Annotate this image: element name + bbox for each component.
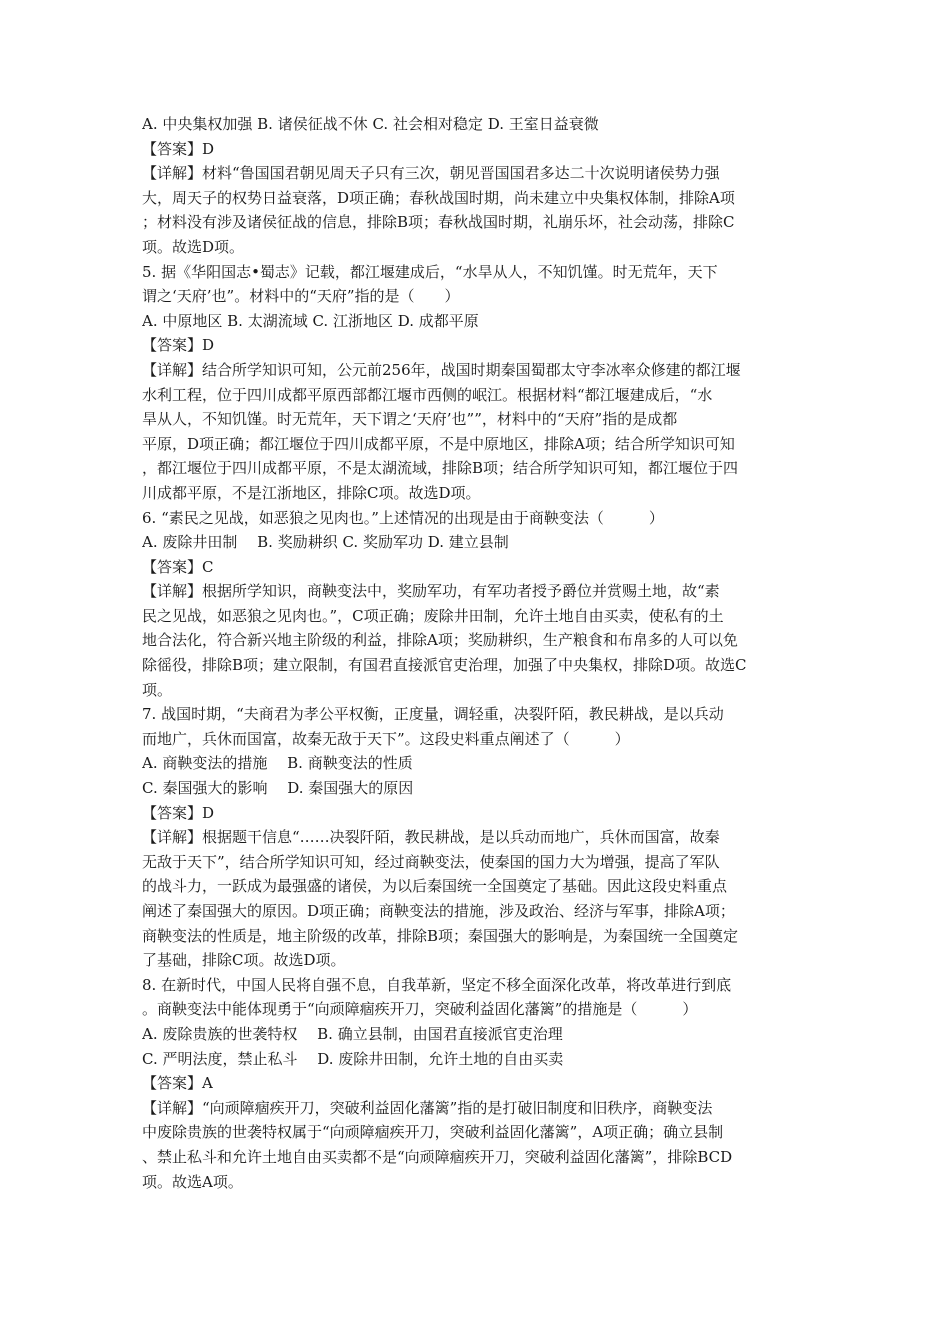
text-line: 民之见战，如恶狼之见肉也。”，C项正确；废除井田制，允许土地自由买卖，使私有的土 <box>142 606 724 625</box>
text-line: ；材料没有涉及诸侯征战的信息，排除B项；春秋战国时期，礼崩乐坏，社会动荡，排除C <box>142 213 735 232</box>
text-line: 7. 战国时期，“夫商君为孝公平权衡，正度量，调轻重，决裂阡陌，教民耕战，是以兵动 <box>142 705 724 724</box>
text-line: 平原，D项正确；都江堰位于四川成都平原，不是中原地区，排除A项；结合所学知识可知 <box>142 434 735 453</box>
text-line: A. 商鞅变法的措施 B. 商鞅变法的性质 <box>142 754 413 773</box>
text-line: 【答案】A <box>142 1074 213 1093</box>
text-line: 地合法化，符合新兴地主阶级的利益，排除A项；奖励耕织，生产粮食和布帛多的人可以免 <box>142 631 738 650</box>
text-line: 阐述了秦国强大的原因。D项正确；商鞅变法的措施，涉及政治、经济与军事，排除A项； <box>142 902 735 920</box>
text-line: 、禁止私斗和允许土地自由买卖都不是“向顽障痼疾开刀，突破利益固化藩篱”，排除BCD <box>142 1147 733 1166</box>
text-line: C. 秦国强大的影响 D. 秦国强大的原因 <box>142 779 414 798</box>
text-line: 【详解】结合所学知识可知，公元前256年，战国时期秦国蜀郡太守李冰率众修建的都江堰 <box>142 360 741 379</box>
text-line: 【详解】“向顽障痼疾开刀，突破利益固化藩篱”指的是打破旧制度和旧秩序，商鞅变法 <box>142 1098 713 1117</box>
text-line: 而地广，兵休而国富，故秦无敌于天下”。这段史料重点阐述了（ ） <box>142 729 630 748</box>
text-line: 了基础，排除C项。故选D项。 <box>142 951 346 970</box>
document-body <box>142 112 810 1194</box>
text-line: 6. “素民之见战，如恶狼之见肉也。”上述情况的出现是由于商鞅变法（ ） <box>142 508 664 527</box>
text-line: 【详解】根据题干信息“……决裂阡陌，教民耕战，是以兵动而地广，兵休而国富，故秦 <box>142 828 720 847</box>
text-line: A. 中央集权加强 B. 诸侯征战不休 C. 社会相对稳定 D. 王室日益衰微 <box>142 115 599 133</box>
text-line: 。商鞅变法中能体现勇于“向顽障痼疾开刀，突破利益固化藩篱”的措施是（ ） <box>142 1000 698 1019</box>
text-line: C. 严明法度，禁止私斗 D. 废除井田制，允许土地的自由买卖 <box>142 1049 564 1068</box>
text-line: 【答案】D <box>142 139 215 158</box>
text-line: 8. 在新时代，中国人民将自强不息，自我革新，坚定不移全面深化改革，将改革进行到底 <box>142 975 732 994</box>
text-line: 谓之‘天府’也”。材料中的“天府”指的是（ ） <box>142 287 460 306</box>
text-line: A. 废除井田制 B. 奖励耕织 C. 奖励军功 D. 建立县制 <box>142 533 509 552</box>
text-line: 川成都平原，不是江浙地区，排除C项。故选D项。 <box>142 483 481 502</box>
text-line: A. 废除贵族的世袭特权 B. 确立县制，由国君直接派官吏治理 <box>142 1024 563 1043</box>
text-line: 旱从人，不知饥馑。时无荒年，天下谓之‘天府’也””，材料中的“天府”指的是成都 <box>142 410 678 429</box>
text-line: 【答案】D <box>142 803 215 822</box>
text-line: 商鞅变法的性质是，地主阶级的改革，排除B项；秦国强大的影响是，为秦国统一全国奠定 <box>142 926 739 945</box>
text-line: 【答案】D <box>142 336 215 355</box>
text-line: A. 中原地区 B. 太湖流域 C. 江浙地区 D. 成都平原 <box>142 311 479 330</box>
text-line: 除徭役，排除B项；建立限制，有国君直接派官吏治理，加强了中央集权，排除D项。故选C <box>142 656 747 675</box>
text-line: ，都江堰位于四川成都平原，不是太湖流域，排除B项；结合所学知识可知，都江堰位于四 <box>142 459 739 478</box>
text-line: 项。故选A项。 <box>142 1172 243 1191</box>
text-line: 项。 <box>142 680 173 699</box>
text-line: 中废除贵族的世袭特权属于“向顽障痼疾开刀，突破利益固化藩篱”，A项正确；确立县制 <box>142 1123 724 1142</box>
text-line: 项。故选D项。 <box>142 237 245 256</box>
text-line: 的战斗力，一跃成为最强盛的诸侯，为以后秦国统一全国奠定了基础。因此这段史料重点 <box>142 877 728 896</box>
text-line: 水利工程，位于四川成都平原西部都江堰市西侧的岷江。根据材料“都江堰建成后，“水 <box>142 385 713 404</box>
text-line: 【答案】C <box>142 557 214 576</box>
text-line: 大，周天子的权势日益衰落，D项正确；春秋战国时期，尚未建立中央集权体制，排除A项 <box>142 188 735 207</box>
text-line: 【详解】根据所学知识，商鞅变法中，奖励军功，有军功者授予爵位并赏赐土地，故“素 <box>142 582 720 601</box>
text-line: 【详解】材料“鲁国国君朝见周天子只有三次，朝见晋国国君多达二十次说明诸侯势力强 <box>142 164 720 183</box>
text-line: 5. 据《华阳国志•蜀志》记载，都江堰建成后，“水旱从人，不知饥馑。时无荒年，天下 <box>142 262 718 281</box>
text-line: 无敌于天下”，结合所学知识可知，经过商鞅变法，使秦国的国力大为增强，提高了军队 <box>142 852 720 871</box>
